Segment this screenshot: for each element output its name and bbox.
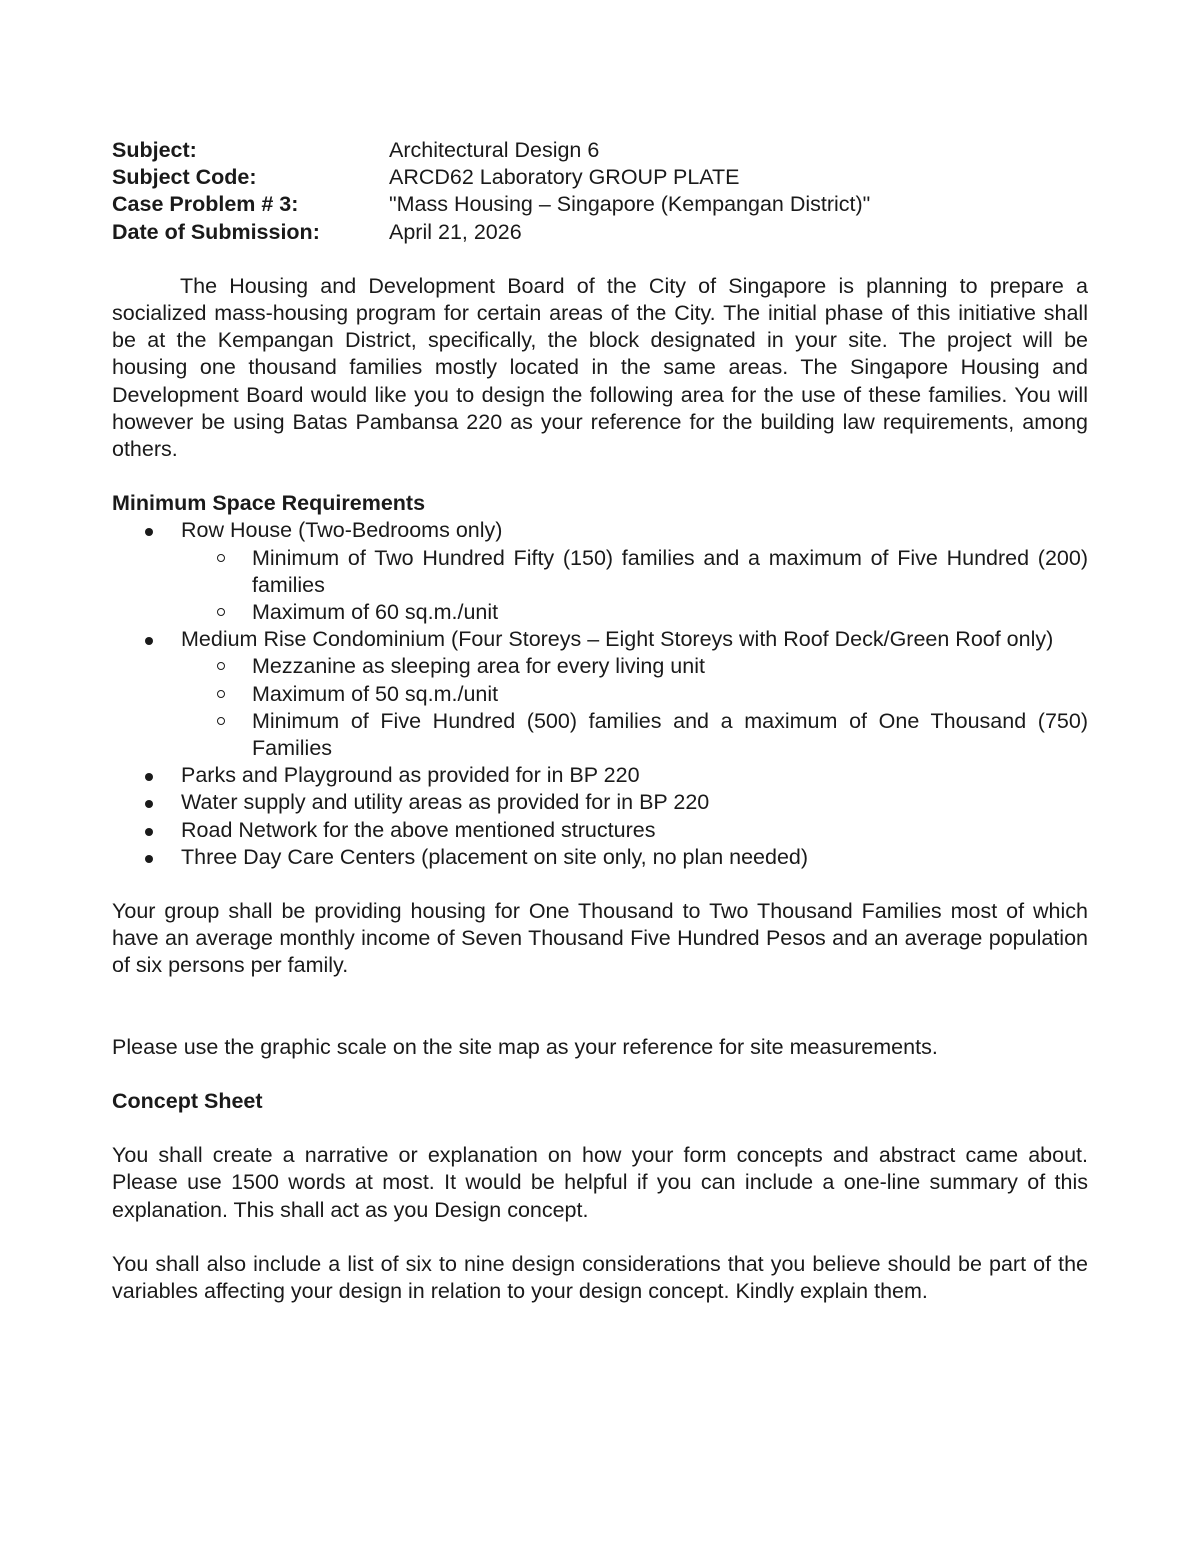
bullet-icon [145,637,153,645]
subject-row [112,137,1088,164]
list-item-text: Road Network for the above mentioned structures [181,817,656,842]
bullet-icon [145,800,153,808]
row-house-label: Row House (Two-Bedrooms only) [181,518,503,543]
list-item-text: Parks and Playground as provided for in BP 220 [181,763,640,788]
provision-paragraph: Your group shall be providing housing for One Thousand to Two Thousand Families most of which have an average monthly income of Seven Thousand Five Hundred Pesos and an average population of six persons per family. [112,899,1088,978]
list-item-text: Water supply and utility areas as provided for in BP 220 [181,790,710,815]
list-item-text: Minimum of Two Hundred Fifty (150) families and a maximum of Five Hundred (200) families [252,545,1088,597]
list-item-parks [112,762,1088,789]
case-problem-label: Case Problem # 3: [112,192,299,217]
condominium-sublist [181,653,1088,762]
list-item [181,653,1088,680]
subject-code-label: Subject Code: [112,165,257,190]
case-problem-value: "Mass Housing – Singapore (Kempangan District)" [389,192,871,217]
list-item-text: Mezzanine as sleeping area for every living unit [252,654,705,679]
subject-code-row [112,164,1088,191]
list-item-text: Maximum of 50 sq.m./unit [252,681,499,706]
list-item [181,545,1088,599]
list-item-text: Maximum of 60 sq.m./unit [252,600,499,625]
list-item [181,708,1088,762]
bullet-icon [145,828,153,836]
circle-bullet-icon [217,690,225,698]
list-item-condominium [112,626,1088,762]
submission-date-value: April 21, 2026 [389,219,522,244]
list-item-road-network [112,817,1088,844]
bullet-icon [145,855,153,863]
scale-note-paragraph: Please use the graphic scale on the site map as your reference for site measurements. [112,1034,938,1059]
circle-bullet-icon [217,662,225,670]
list-item-text: Minimum of Five Hundred (500) families and a maximum of One Thousand (750) Families [252,708,1088,761]
requirements-list [112,517,1088,871]
circle-bullet-icon [217,608,225,616]
subject-value: Architectural Design 6 [389,138,600,162]
subject-code-value: ARCD62 Laboratory GROUP PLATE [389,165,740,190]
list-item-row-house [112,517,1088,626]
bullet-icon [145,773,153,781]
case-problem-row [112,191,1088,218]
subject-label: Subject: [112,138,197,162]
submission-date-label: Date of Submission: [112,219,320,244]
document-page [112,137,1088,1305]
submission-date-row [112,219,1088,246]
list-item-text: Three Day Care Centers (placement on site only, no plan needed) [181,844,809,869]
circle-bullet-icon [217,554,225,562]
row-house-sublist [181,545,1088,627]
list-item [181,681,1088,708]
header-block [112,137,1088,246]
list-item-water-supply [112,789,1088,816]
bullet-icon [145,528,153,536]
condominium-label: Medium Rise Condominium (Four Storeys – Eight Storeys with Roof Deck/Green Roof only) [181,627,1054,652]
circle-bullet-icon [217,717,225,725]
concept-paragraph-2: You shall also include a list of six to nine design considerations that you believe should be part of the variables affecting your design in relation to your design concept. Kindly explain them. [112,1251,1088,1303]
concept-paragraph-1: You shall create a narrative or explanation on how your form concepts and abstract came about. Please use 1500 words at most. It would be helpful if you can include a one-line summary of this explanation. This shall act as you Design concept. [112,1143,1088,1222]
list-item-day-care [112,844,1088,871]
concept-heading: Concept Sheet [112,1088,263,1113]
list-item [181,599,1088,626]
requirements-heading: Minimum Space Requirements [112,491,426,516]
intro-paragraph: The Housing and Development Board of the City of Singapore is planning to prepare a socialized mass-housing program for certain areas of the City. The initial phase of this initiative shall be at the Kempangan District, specifically, the block designated in your site. The project will be housing one thousand families mostly located in the same areas. The Singapore Housing and Development Board would like you to design the following area for the use of these families. You will however be using Batas Pambansa 220 as your reference for the building law requirements, among others. [112,273,1088,462]
